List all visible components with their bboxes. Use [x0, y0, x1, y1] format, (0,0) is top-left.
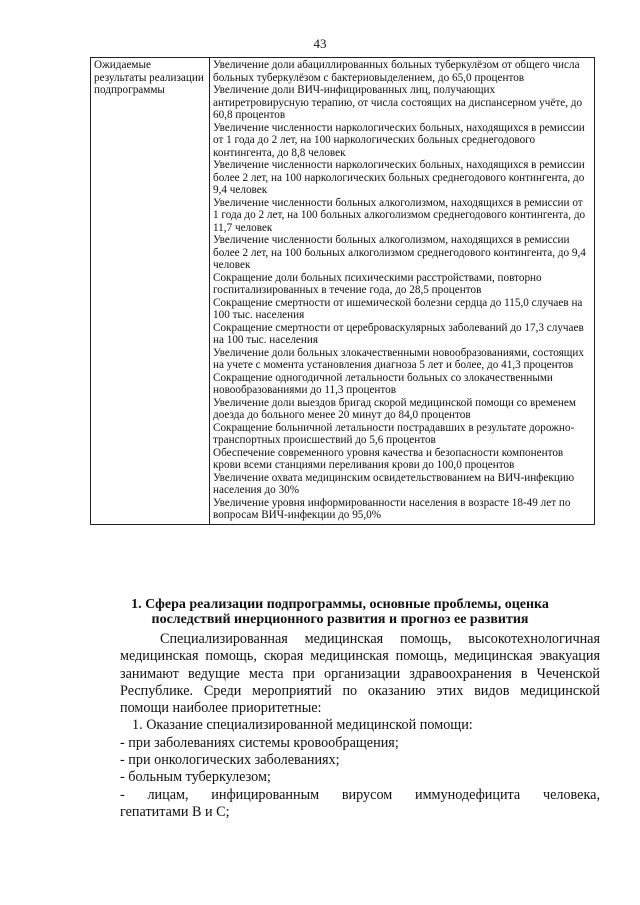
result-item: Увеличение численности наркологических больных, находящихся в ремиссии более 2 лет, на 100 наркологических больных среднегодового контингента, до 9,4 человек — [213, 159, 585, 196]
table-label-cell — [91, 58, 210, 525]
result-item: Увеличение доли больных злокачественными новообразованиями, состоящих на учете с момента установления диагноза 5 лет и более, до 41,3 процентов — [213, 346, 584, 371]
list-heading: 1. Оказание специализированной медицинской помощи: — [132, 717, 473, 734]
page-number: 43 — [313, 36, 327, 51]
result-item: Обеспечение современного уровня качества и безопасности компонентов крови всеми станциями переливания крови до 100,0 процентов — [213, 446, 564, 471]
result-item: Увеличение доли абациллированных больных туберкулёзом от общего числа больных туберкулёзом с бактериовыделением, до 65,0 процентов — [213, 59, 580, 84]
section-heading: 1. Сфера реализации подпрограммы, основные проблемы, оценка последствий инерционного развития и прогноз ее развития — [131, 597, 549, 627]
result-item: Увеличение численности больных алкоголизмом, находящихся в ремиссии более 2 лет, на 100 больных алкоголизмом среднегодового контингента, до 9,4 человек — [213, 234, 586, 271]
result-item: Увеличение доли выездов бригад скорой медицинской помощи со временем доезда до больного менее 20 минут до 84,0 процентов — [213, 396, 576, 421]
result-item: Сокращение одногодичной летальности больных со злокачественными новообразованиями до 11,3 процентов — [213, 371, 553, 396]
list-item: - больным туберкулезом; — [120, 769, 271, 786]
result-item: Увеличение численности больных алкоголизмом, находящихся в ремиссии от 1 года до 2 лет, на 100 больных алкоголизмом среднегодового контингента, до 11,7 человек — [213, 196, 586, 234]
result-item: Увеличение охвата медицинским освидетельствованием на ВИЧ-инфекцию населения до 30% — [213, 471, 575, 496]
table-items-cell — [210, 58, 595, 525]
result-item: Увеличение уровня информированности населения в возрасте 18-49 лет по вопросам ВИЧ-инфекции до 95,0% — [213, 496, 571, 521]
section-body — [120, 631, 600, 821]
expected-results-table — [90, 57, 595, 525]
list-item: - при заболеваниях системы кровообращения; — [120, 734, 399, 751]
list-item-continuation: гепатитами В и С; — [120, 803, 230, 820]
intro-paragraph: Специализированная медицинская помощь, высокотехнологичная медицинская помощь, скорая медицинская помощь, медицинская эвакуация занимают ведущие места при организации здравоохранения в Чеченской Республике. Среди мероприятий по оказанию этих видов медицинской помощи наиболее приоритетные: — [120, 631, 600, 717]
list-item: - при онкологических заболеваниях; — [120, 752, 340, 769]
list-item: - лицам, инфицированным вирусом иммунодефицита человека, — [120, 786, 600, 803]
result-item: Сокращение смертности от цереброваскулярных заболеваний до 17,3 случаев на 100 тыс. населения — [213, 321, 584, 346]
result-item: Увеличение доли ВИЧ-инфицированных лиц, получающих антиретровирусную терапию, от числа состоящих на диспансерном учёте, до 60,8 процентов — [213, 84, 583, 121]
result-item: Сокращение смертности от ишемической болезни сердца до 115,0 случаев на 100 тыс. населения — [213, 296, 583, 321]
table-row — [91, 58, 595, 525]
expected-results-label: Ожидаемые результаты реализации подпрограммы — [94, 59, 204, 96]
result-item: Сокращение доли больных психическими расстройствами, повторно госпитализированных в течение года, до 28,5 процентов — [213, 271, 542, 296]
result-item: Увеличение численности наркологических больных, находящихся в ремиссии от 1 года до 2 лет, на 100 наркологических больных среднегодового контингента, до 8,8 человек — [213, 121, 585, 159]
result-item: Сокращение больничной летальности пострадавших в результате дорожно-транспортных происшествий до 5,6 процентов — [213, 421, 575, 446]
